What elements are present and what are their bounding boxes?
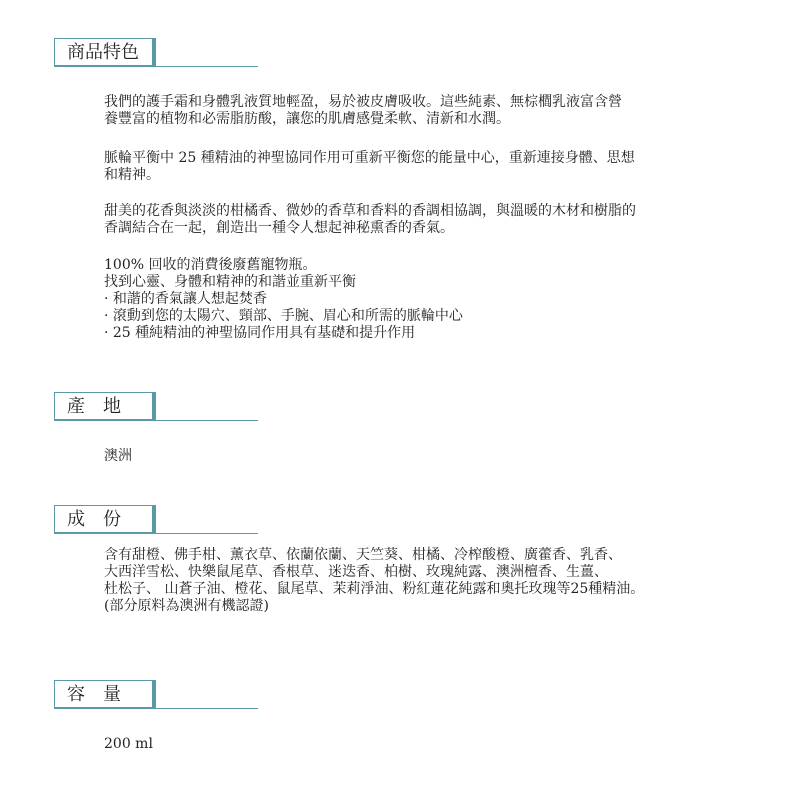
features-heading: 商品特色 [67, 42, 139, 63]
features-text-line: 找到心靈、身體和精神的和諧並重新平衡 [104, 274, 356, 290]
features-text-line: 我們的護手霜和身體乳液質地輕盈，易於被皮膚吸收。這些純素、無棕櫚乳液富含營 [104, 94, 622, 110]
features-bullet-item: · 和諧的香氣讓人想起焚香 [104, 291, 267, 307]
ingredients-divider [54, 533, 258, 534]
features-paragraph-3 [104, 203, 794, 237]
volume-heading: 容 量 [67, 684, 121, 705]
ingredients-tag [54, 505, 156, 533]
features-text-line: 和精神。 [104, 167, 160, 183]
origin-tag [54, 392, 156, 420]
features-text-line: 100% 回收的消費後廢舊寵物瓶。 [104, 257, 317, 273]
volume-divider [54, 708, 258, 709]
features-paragraph-4 [104, 257, 794, 342]
features-bullet-item: · 25 種純精油的神聖協同作用具有基礎和提升作用 [104, 325, 416, 341]
features-tag [54, 38, 156, 66]
ingredients-text-line: (部分原料為澳洲有機認證) [104, 598, 269, 614]
origin-header [54, 392, 258, 422]
ingredients-header [54, 505, 258, 535]
origin-content [104, 448, 794, 465]
ingredients-text-line: 含有甜橙、佛手柑、薰衣草、依蘭依蘭、天竺葵、柑橘、冷榨酸橙、廣藿香、乳香、 [104, 547, 622, 563]
features-text-line: 養豐富的植物和必需脂肪酸，讓您的肌膚感覺柔軟、清新和水潤。 [104, 111, 510, 127]
features-divider [54, 66, 258, 67]
ingredients-heading: 成 份 [67, 509, 121, 530]
features-text-line: 脈輪平衡中 25 種精油的神聖協同作用可重新平衡您的能量中心，重新連接身體、思想 [104, 150, 635, 166]
origin-value: 澳洲 [104, 448, 132, 464]
volume-content [104, 736, 794, 753]
origin-heading: 產 地 [67, 396, 121, 417]
volume-tag [54, 680, 156, 708]
features-paragraph-1 [104, 94, 794, 128]
features-bullet-item: · 滾動到您的太陽穴、頸部、手腕、眉心和所需的脈輪中心 [104, 308, 463, 324]
ingredients-text-line: 杜松子、 山蒼子油、橙花、鼠尾草、茉莉淨油、粉紅蓮花純露和奧托玫瑰等25種精油。 [104, 581, 645, 597]
features-header [54, 38, 258, 68]
features-paragraph-2 [104, 150, 794, 184]
features-text-line: 香調結合在一起，創造出一種令人想起神秘熏香的香氣。 [104, 220, 454, 236]
origin-divider [54, 420, 258, 421]
volume-value: 200 ml [104, 736, 153, 752]
features-text-line: 甜美的花香與淡淡的柑橘香、微妙的香草和香料的香調相協調，與溫暖的木材和樹脂的 [104, 203, 636, 219]
volume-header [54, 680, 258, 710]
ingredients-content [104, 547, 794, 615]
ingredients-text-line: 大西洋雪松、快樂鼠尾草、香根草、迷迭香、柏樹、玫瑰純露、澳洲檀香、生薑、 [104, 564, 608, 580]
